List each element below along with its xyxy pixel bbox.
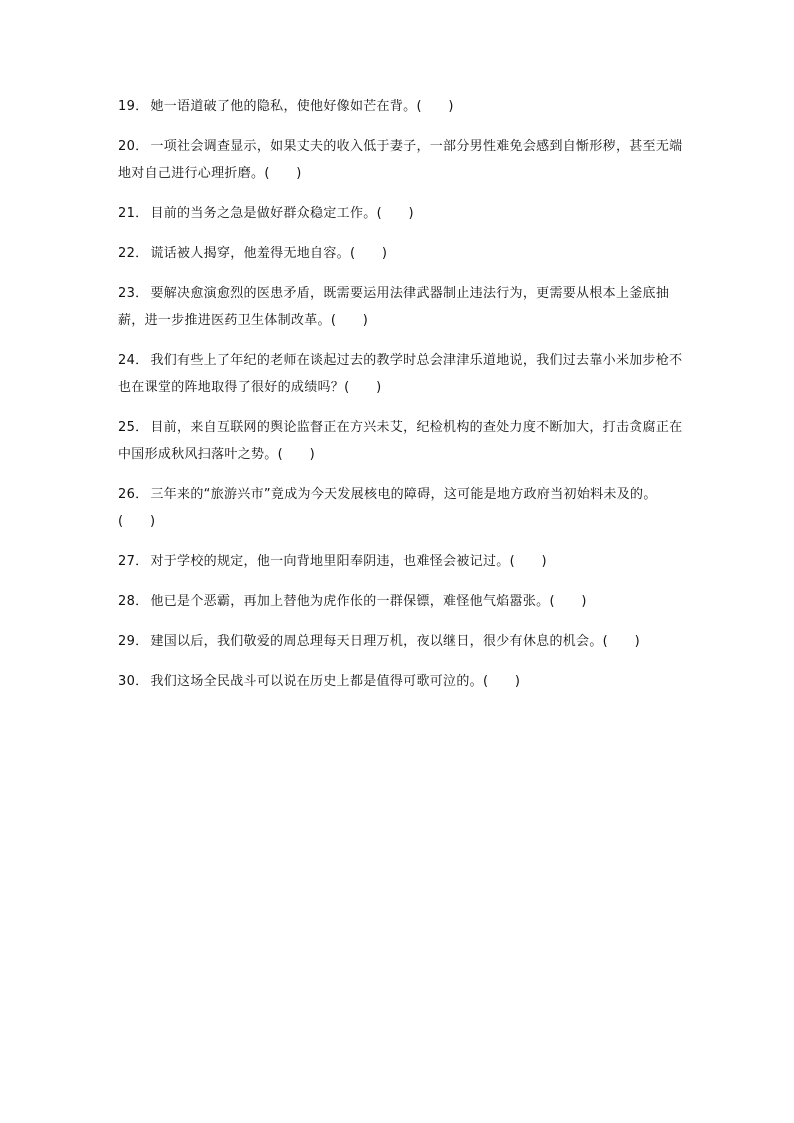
question-number: 21． xyxy=(118,206,149,221)
answer-blank: ( ) xyxy=(330,313,369,328)
question-list xyxy=(118,93,684,708)
question-19 xyxy=(118,93,684,120)
question-text: 要解决愈演愈烈的医患矛盾，既需要运用法律武器制止违法行为，更需要从根本上釜底抽薪，进一步推进医药卫生体制改革。 xyxy=(118,286,670,328)
question-number: 23． xyxy=(118,286,149,301)
answer-blank: ( ) xyxy=(416,99,454,114)
question-text: 目前的当务之急是做好群众稳定工作。 xyxy=(150,206,377,221)
question-number: 19． xyxy=(118,99,149,114)
question-text: 目前，来自互联网的舆论监督正在方兴未艾，纪检机构的查处力度不断加大，打击贪腐正在中国形成秋风扫落叶之势。 xyxy=(118,420,683,462)
question-number: 30． xyxy=(118,674,149,689)
question-30 xyxy=(118,668,684,695)
answer-blank: ( ) xyxy=(602,634,640,649)
question-text: 他已是个恶霸，再加上替他为虎作伥的一群保镖，难怪他气焰嚣张。 xyxy=(150,594,550,609)
question-27 xyxy=(118,548,684,575)
question-text: 三年来的“旅游兴市”竟成为今天发展核电的障碍，这可能是地方政府当初始料未及的。 xyxy=(150,487,657,502)
question-28 xyxy=(118,588,684,615)
answer-blank: ( ) xyxy=(376,206,414,221)
question-24 xyxy=(118,347,684,401)
answer-blank: ( ) xyxy=(349,246,388,261)
answer-blank: ( ) xyxy=(482,674,521,689)
question-number: 24． xyxy=(118,353,149,368)
question-26 xyxy=(118,481,684,535)
question-21 xyxy=(118,200,684,227)
question-25 xyxy=(118,414,684,468)
answer-blank: ( ) xyxy=(118,514,156,529)
answer-blank: ( ) xyxy=(509,554,547,569)
question-number: 20． xyxy=(118,139,149,154)
answer-blank: ( ) xyxy=(277,447,315,462)
question-23 xyxy=(118,280,684,334)
question-text: 对于学校的规定，他一向背地里阳奉阴违，也难怪会被记过。 xyxy=(150,554,510,569)
question-number: 25． xyxy=(118,420,149,435)
answer-blank: ( ) xyxy=(549,594,587,609)
question-20 xyxy=(118,133,684,187)
question-number: 28． xyxy=(118,594,149,609)
question-text: 一项社会调查显示，如果丈夫的收入低于妻子，一部分男性难免会感到自惭形秽，甚至无端地对自己进行心理折磨。 xyxy=(118,139,683,181)
answer-blank: ( ) xyxy=(344,380,382,395)
question-number: 29． xyxy=(118,634,149,649)
answer-blank: ( ) xyxy=(264,166,302,181)
question-number: 22． xyxy=(118,246,149,261)
question-22 xyxy=(118,240,684,267)
question-text: 我们这场全民战斗可以说在历史上都是值得可歌可泣的。 xyxy=(150,674,483,689)
question-text: 谎话被人揭穿，他羞得无地自容。 xyxy=(150,246,350,261)
question-text: 建国以后，我们敬爱的周总理每天日理万机，夜以继日，很少有休息的机会。 xyxy=(150,634,603,649)
question-number: 27． xyxy=(118,554,149,569)
question-29 xyxy=(118,628,684,655)
question-text: 她一语道破了他的隐私，使他好像如芒在背。 xyxy=(150,99,417,114)
question-text: 我们有些上了年纪的老师在谈起过去的教学时总会津津乐道地说，我们过去靠小米加步枪不也在课堂的阵地取得了很好的成绩吗？ xyxy=(118,353,683,395)
question-number: 26． xyxy=(118,487,149,502)
